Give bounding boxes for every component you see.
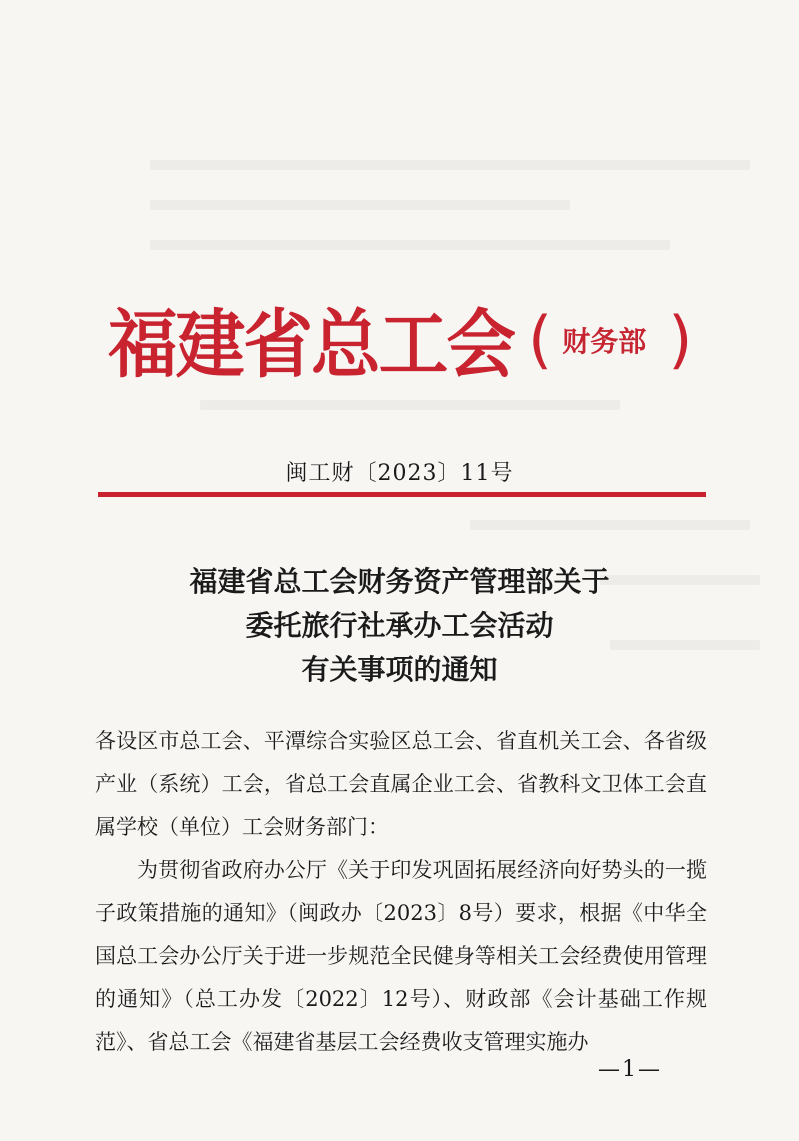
show-through-mark: [150, 160, 750, 170]
addressee-paragraph: 各设区市总工会、平潭综合实验区总工会、省直机关工会、各省级产业（系统）工会，省总工会直属企业工会、省教科文卫体工会直属学校（单位）工会财务部门：: [95, 729, 707, 839]
title-line-2: 委托旅行社承办工会活动: [245, 609, 554, 642]
show-through-mark: [150, 240, 670, 250]
letterhead-org-name: 福建省总工会: [108, 302, 515, 388]
red-divider-rule: [98, 492, 706, 497]
department-close-paren: ): [668, 303, 693, 376]
body-paragraph: 为贯彻省政府办公厅《关于印发巩固拓展经济向好势头的一揽子政策措施的通知》（闽政办〔2023〕8号）要求，根据《中华全国总工会办公厅关于进一步规范全民健身等相关工会经费使用管理的通知》（总工办发〔2022〕12号）、财政部《会计基础工作规范》、省总工会《福建省基层工会经费收支管理实施办: [95, 858, 707, 1054]
document-number: 闽工财〔2023〕11号: [285, 461, 514, 486]
document-title: [0, 560, 799, 692]
letterhead-department: [528, 300, 692, 380]
show-through-mark: [200, 400, 620, 410]
title-line-1: 福建省总工会财务资产管理部关于: [189, 565, 610, 598]
department-open-paren: (: [528, 303, 553, 376]
show-through-mark: [150, 200, 570, 210]
show-through-mark: [470, 520, 750, 530]
department-name: 财务部: [562, 325, 647, 358]
page-number: —1—: [598, 1057, 662, 1082]
document-body: [95, 720, 707, 1064]
title-line-3: 有关事项的通知: [301, 653, 498, 686]
